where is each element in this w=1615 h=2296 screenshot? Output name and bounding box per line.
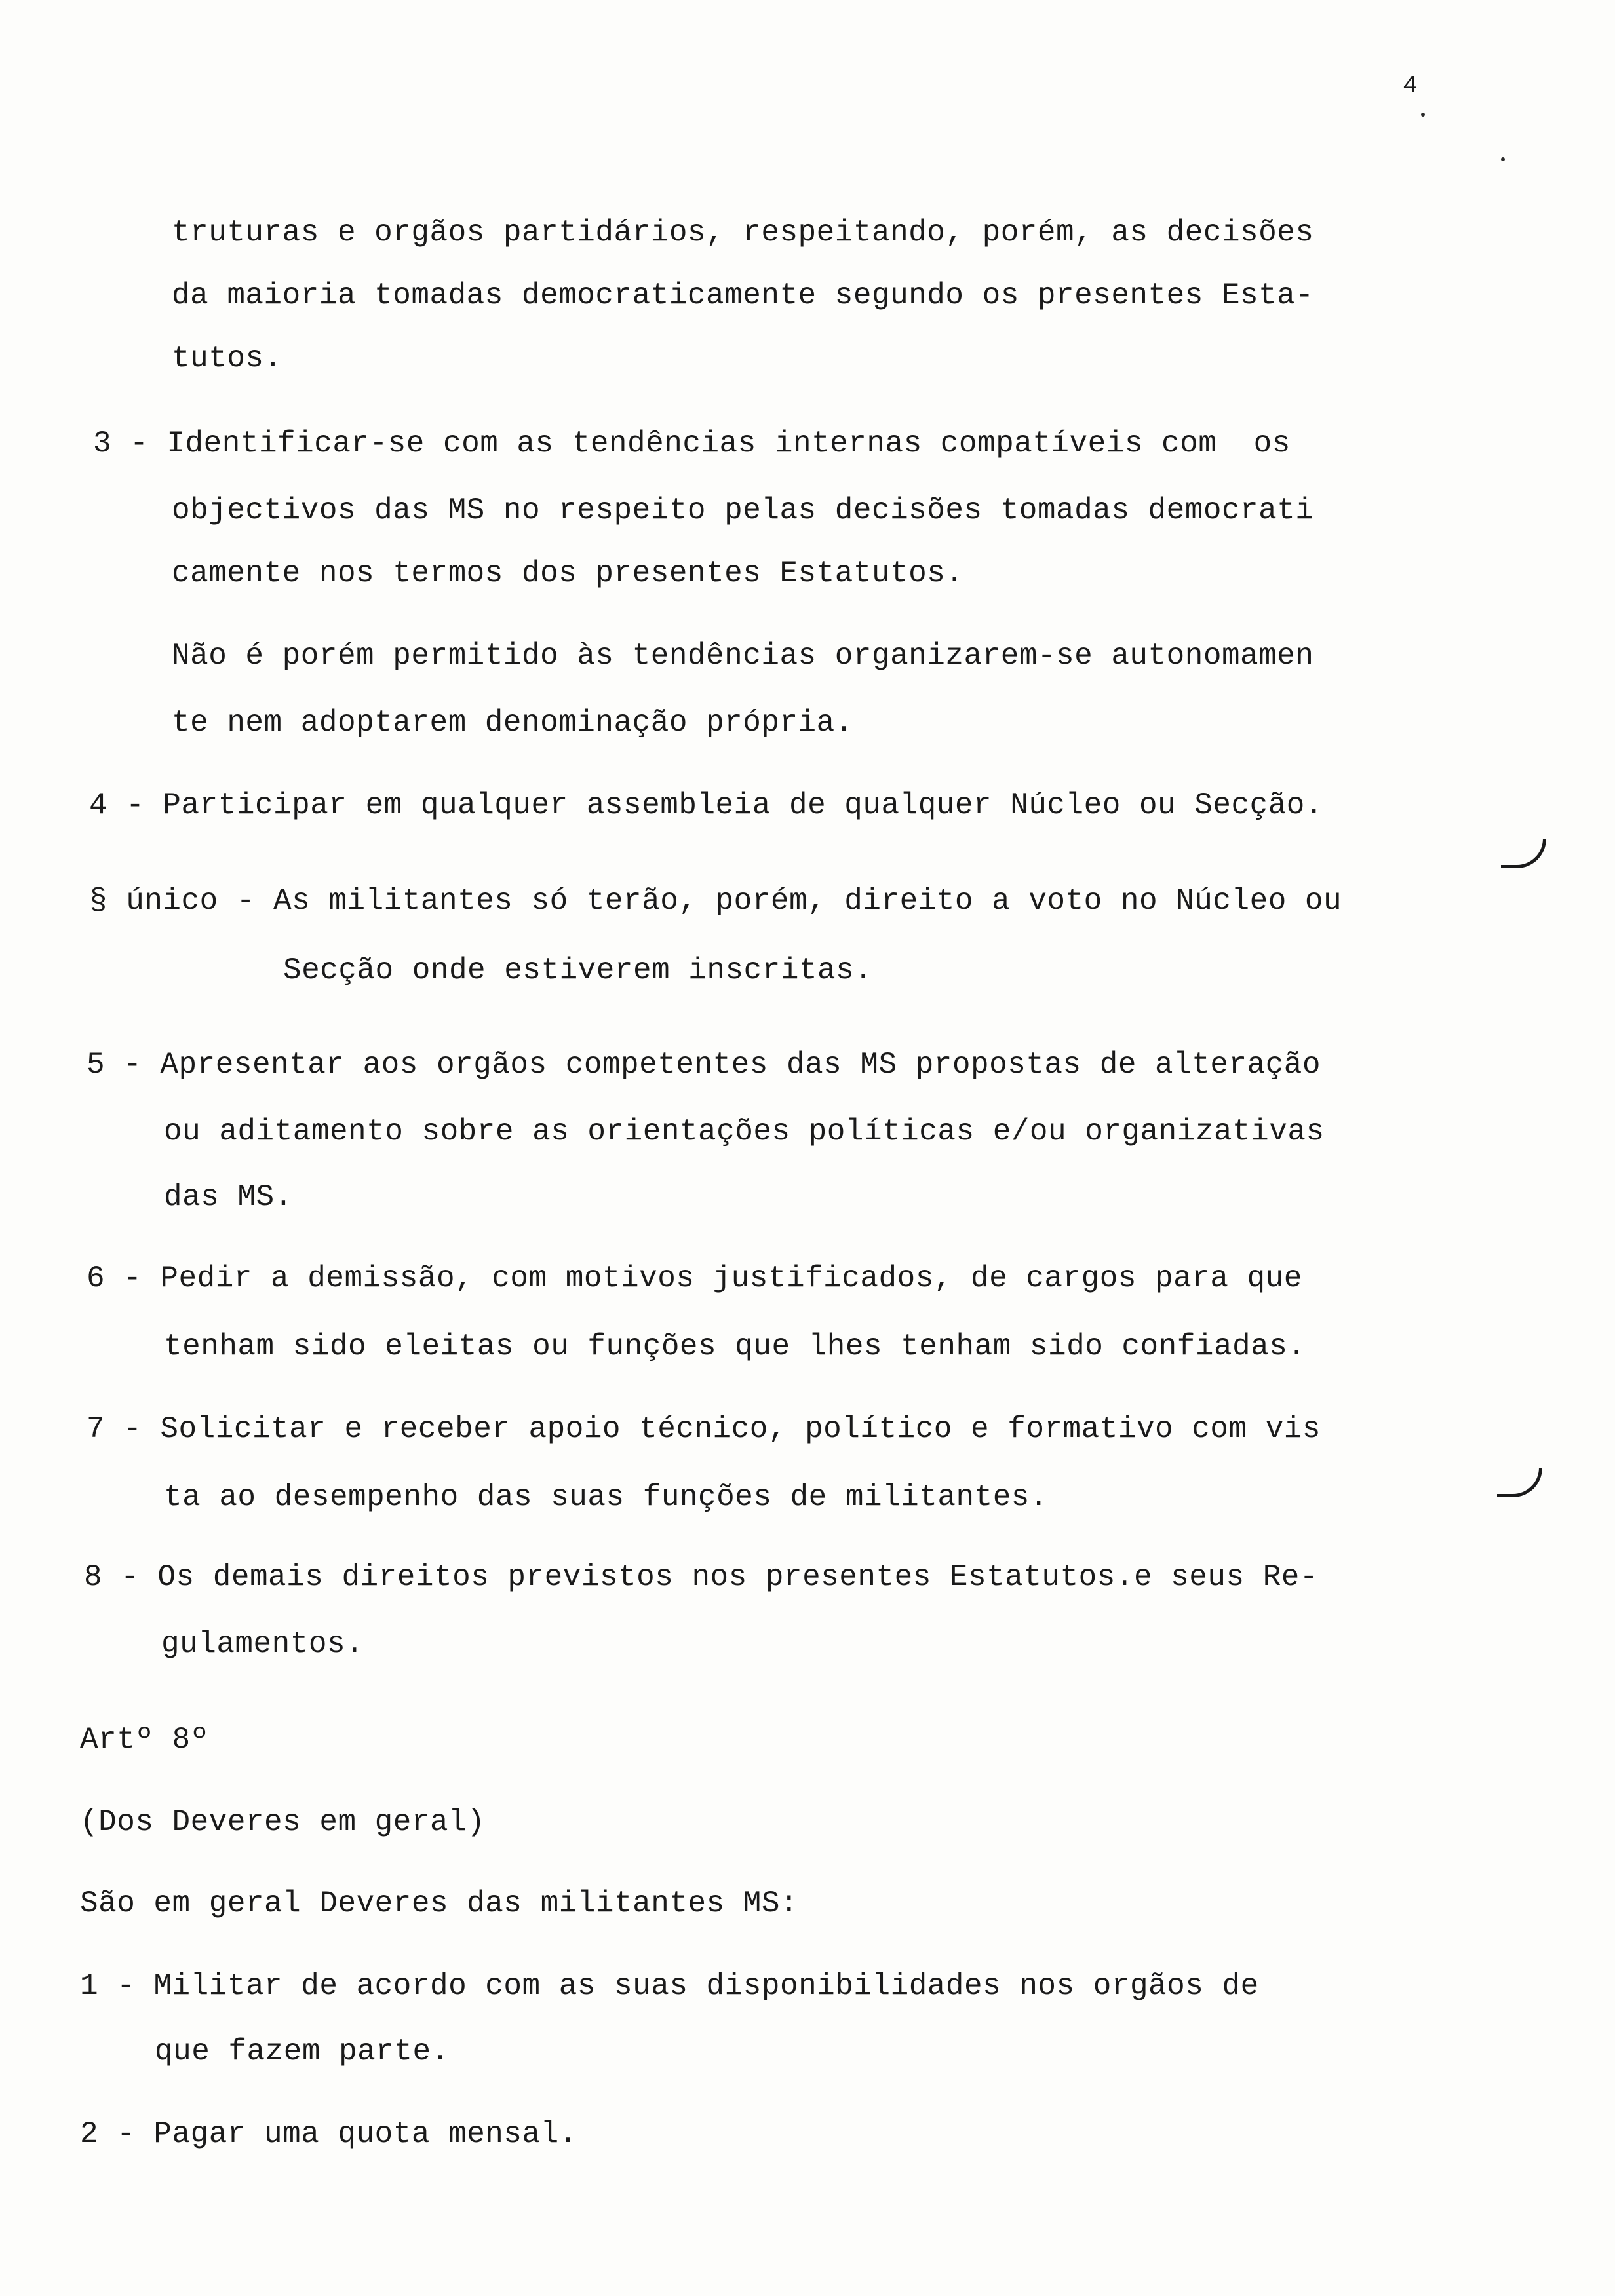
duty-item-1-line-2: que fazem parte. xyxy=(155,2035,450,2069)
list-item-3: 3 - Identificar-se com as tendências internas compatíveis com os xyxy=(93,427,1291,461)
list-item-4: 4 - Participar em qualquer assembleia de qualquer Núcleo ou Secção. xyxy=(89,788,1324,822)
list-item-8: 8 - Os demais direitos previstos nos presentes Estatutos.e seus Re- xyxy=(84,1560,1319,1594)
article-heading: Artº 8º xyxy=(80,1723,209,1757)
list-item-5-line-2: ou aditamento sobre as orientações políticas e/ou organizativas xyxy=(164,1115,1325,1149)
text-line-item-2-cont-1: truturas e orgãos partidários, respeitando, porém, as decisões xyxy=(172,216,1314,250)
page-number: 4 xyxy=(1403,72,1418,100)
list-item-7: 7 - Solicitar e receber apoio técnico, político e formativo com vis xyxy=(87,1412,1321,1446)
margin-check-mark xyxy=(1497,1468,1542,1497)
text-line-item-2-cont-3: tutos. xyxy=(172,341,282,375)
paragraph-unico-line-2: Secção onde estiverem inscritas. xyxy=(283,953,873,987)
paragraph-unico: § único - As militantes só terão, porém, direito a voto no Núcleo ou xyxy=(89,884,1342,918)
article-intro: São em geral Deveres das militantes MS: xyxy=(80,1886,799,1921)
margin-check-mark xyxy=(1501,839,1546,868)
list-item-7-line-2: ta ao desempenho das suas funções de militantes. xyxy=(164,1480,1049,1514)
page-mark xyxy=(1421,113,1425,117)
list-item-3-line-2: objectivos das MS no respeito pelas decisões tomadas democrati xyxy=(172,493,1314,527)
list-item-8-line-2: gulamentos. xyxy=(161,1627,364,1661)
page-mark xyxy=(1501,157,1505,161)
list-item-6-line-2: tenham sido eleitas ou funções que lhes tenham sido confiadas. xyxy=(164,1330,1306,1364)
text-line-item-2-cont-2: da maioria tomadas democraticamente segundo os presentes Esta- xyxy=(172,278,1314,313)
list-item-5-line-3: das MS. xyxy=(164,1180,293,1214)
list-item-3-note-1: Não é porém permitido às tendências organizarem-se autonomamen xyxy=(172,639,1314,673)
list-item-3-note-2: te nem adoptarem denominação própria. xyxy=(172,706,853,740)
duty-item-1: 1 - Militar de acordo com as suas disponibilidades nos orgãos de xyxy=(80,1969,1259,2003)
list-item-3-line-3: camente nos termos dos presentes Estatutos. xyxy=(172,556,964,590)
duty-item-2: 2 - Pagar uma quota mensal. xyxy=(80,2117,577,2151)
list-item-5: 5 - Apresentar aos orgãos competentes das MS propostas de alteração xyxy=(87,1048,1321,1082)
list-item-6: 6 - Pedir a demissão, com motivos justificados, de cargos para que xyxy=(87,1261,1302,1295)
article-subheading: (Dos Deveres em geral) xyxy=(80,1805,486,1839)
